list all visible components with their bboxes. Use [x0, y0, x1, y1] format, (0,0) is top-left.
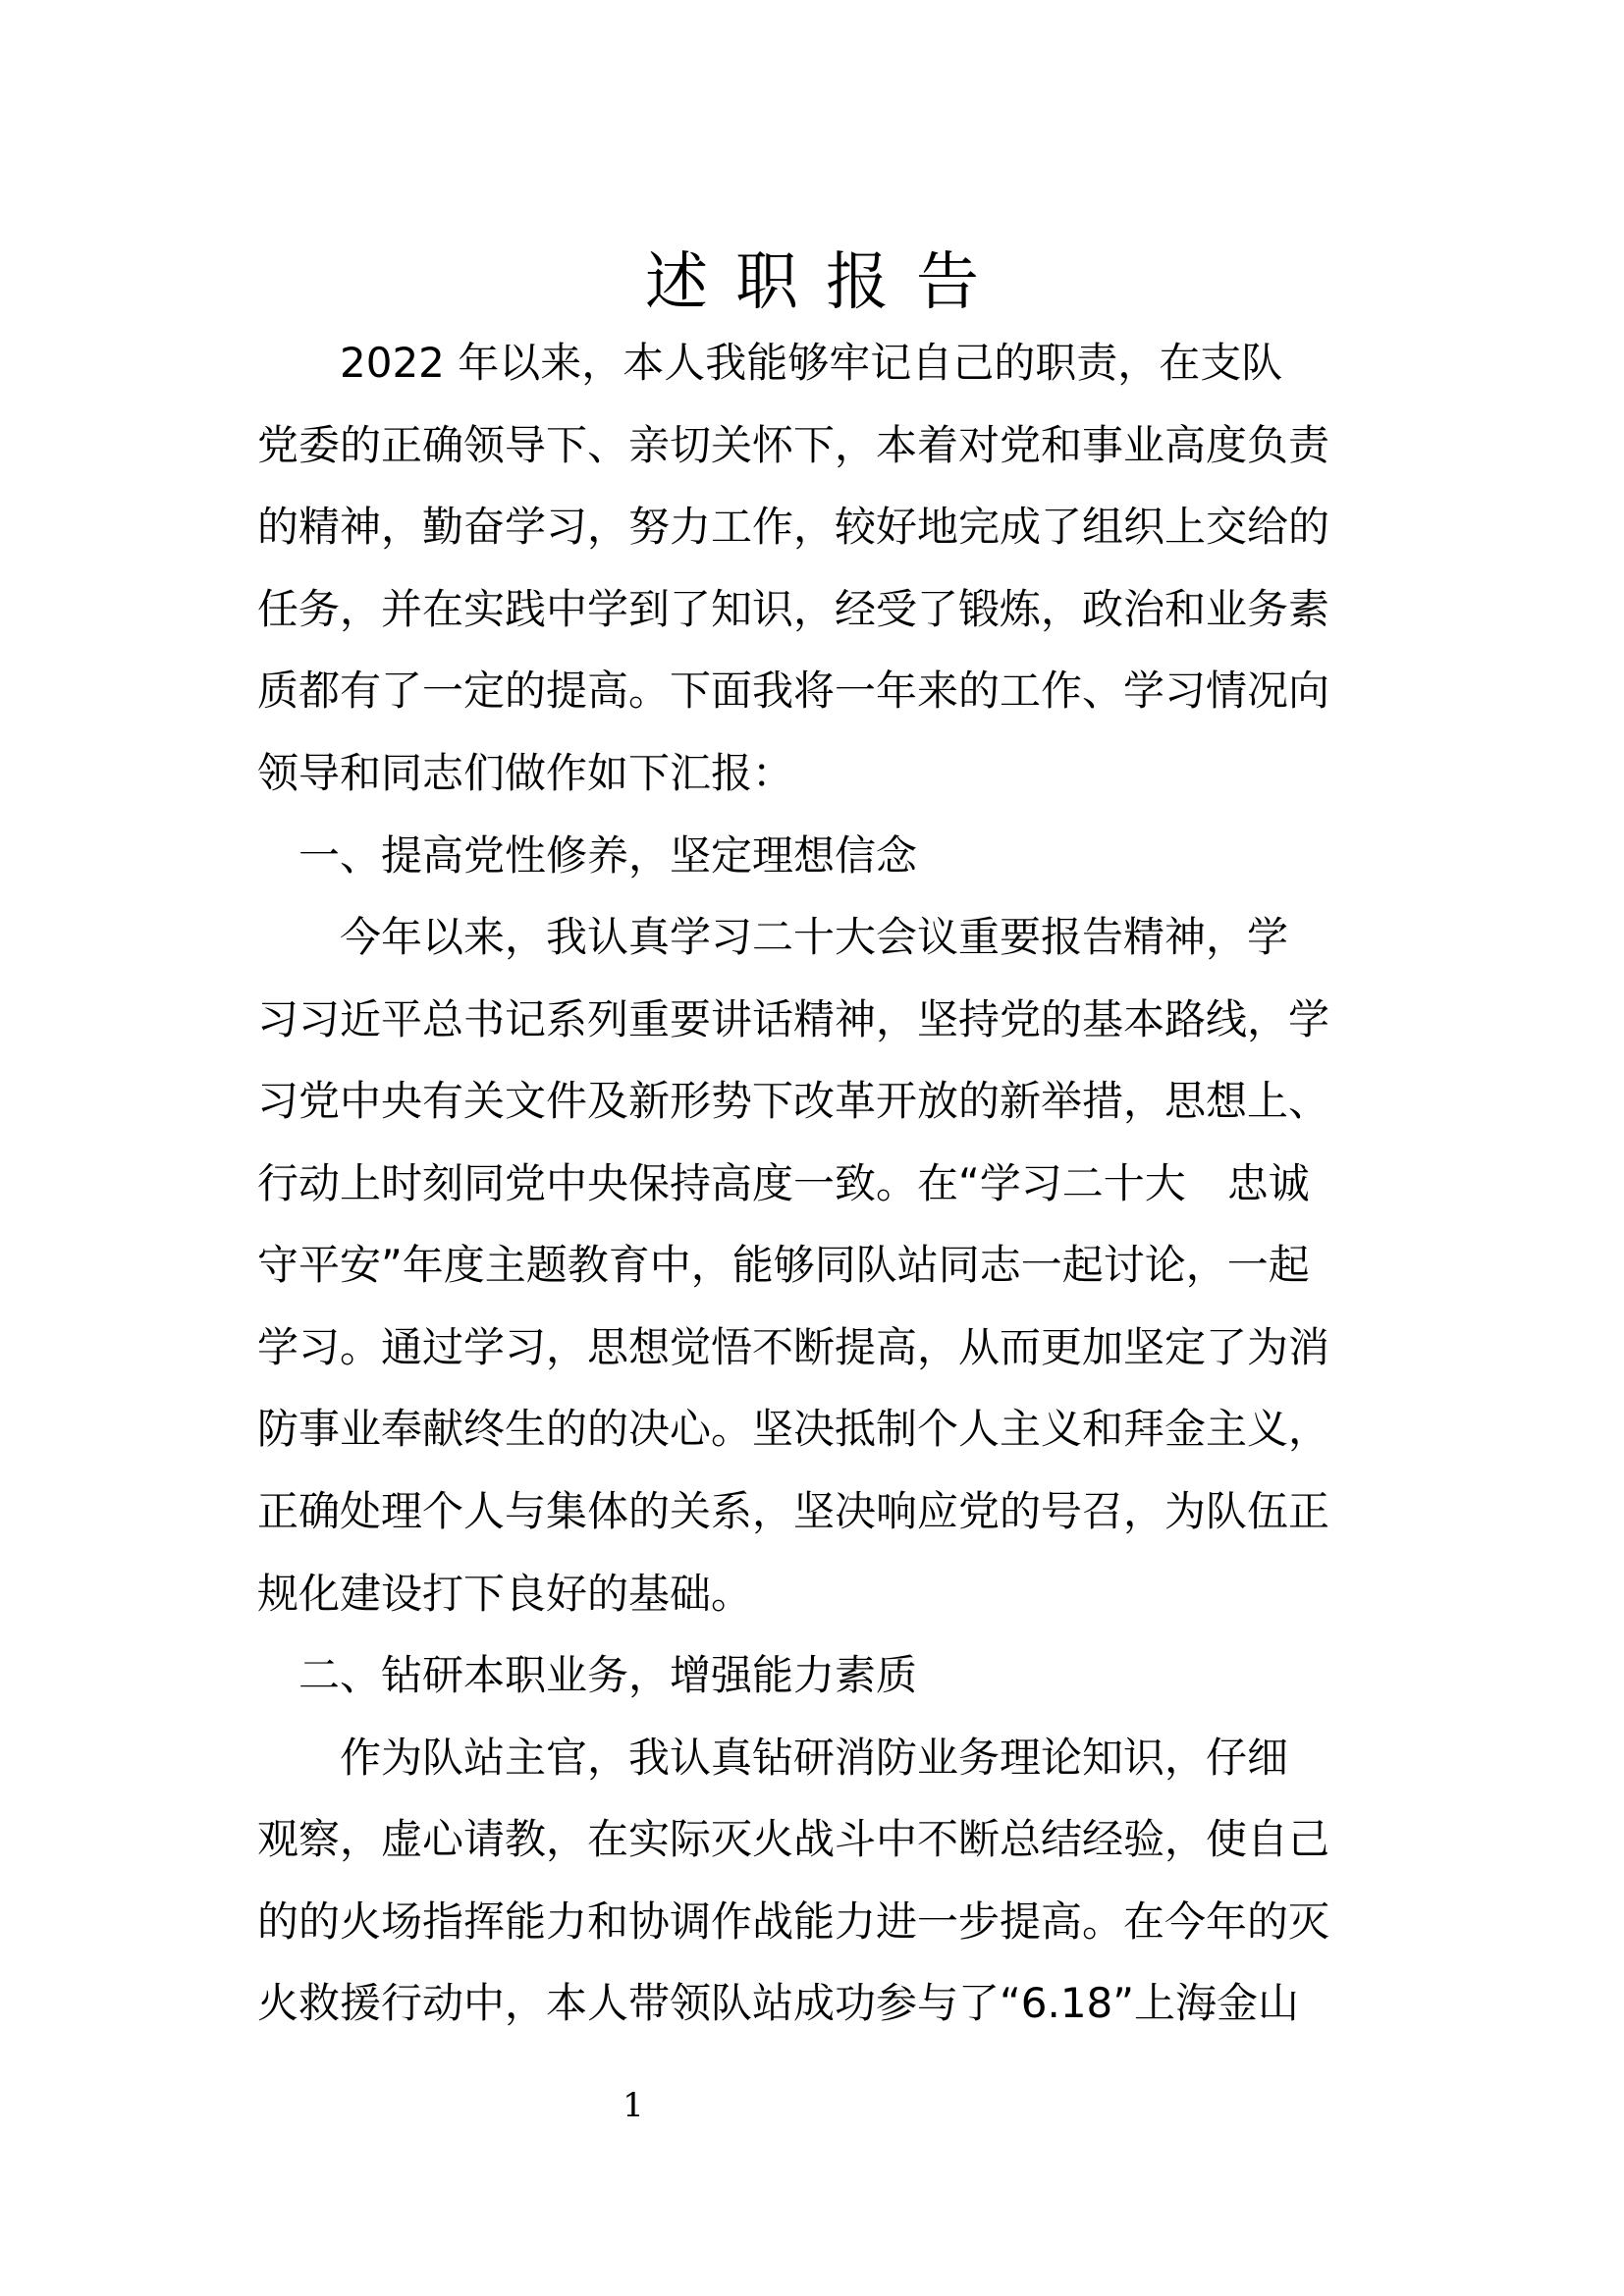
body-line: 学习。通过学习，思想觉悟不断提高，从而更加坚定了为消: [257, 1323, 1330, 1371]
body-line: 防事业奉献终生的的决心。坚决抵制个人主义和拜金主义，: [257, 1405, 1330, 1453]
body-line: 习习近平总书记系列重要讲话精神，坚持党的基本路线，学: [257, 995, 1330, 1043]
body-line: 习党中央有关文件及新形势下改革开放的新举措，思想上、: [257, 1077, 1330, 1125]
body-line: 守平安”年度主题教育中，能够同队站同志一起讨论，一起: [257, 1241, 1310, 1289]
body-line: 的精神，勤奋学习，努力工作，较好地完成了组织上交给的: [257, 503, 1330, 551]
document-title: 述职报告: [645, 246, 1006, 319]
page-number: 1: [623, 2086, 644, 2125]
body-line: 党委的正确领导下、亲切关怀下，本着对党和事业高度负责: [257, 421, 1330, 469]
section-heading: 一、提高党性修养，坚定理想信念: [257, 831, 918, 880]
body-line: 领导和同志们做作如下汇报：: [257, 749, 794, 797]
body-line: 任务，并在实践中学到了知识，经受了锻炼，政治和业务素: [257, 585, 1330, 633]
body-line: 火救援行动中，本人带领队站成功参与了“6.18”上海金山: [257, 1979, 1300, 2027]
body-line: 作为队站主官，我认真钻研消防业务理论知识，仔细: [257, 1734, 1289, 1782]
body-line: 的的火场指挥能力和协调作战能力进一步提高。在今年的灭: [257, 1897, 1330, 1946]
body-line: 正确处理个人与集体的关系，坚决响应党的号召，为队伍正: [257, 1487, 1330, 1535]
section-heading: 二、钻研本职业务，增强能力素质: [257, 1651, 918, 1699]
body-line: 规化建设打下良好的基础。: [257, 1570, 753, 1618]
body-line: 观察，虚心请教，在实际灭火战斗中不断总结经验，使自己: [257, 1815, 1330, 1863]
body-line: 今年以来，我认真学习二十大会议重要报告精神，学: [257, 913, 1289, 961]
body-line: 质都有了一定的提高。下面我将一年来的工作、学习情况向: [257, 667, 1330, 715]
body-line: 2022 年以来，本人我能够牢记自己的职责，在支队: [257, 339, 1283, 387]
body-line: 行动上时刻同党中央保持高度一致。在“学习二十大 忠诚: [257, 1159, 1310, 1207]
